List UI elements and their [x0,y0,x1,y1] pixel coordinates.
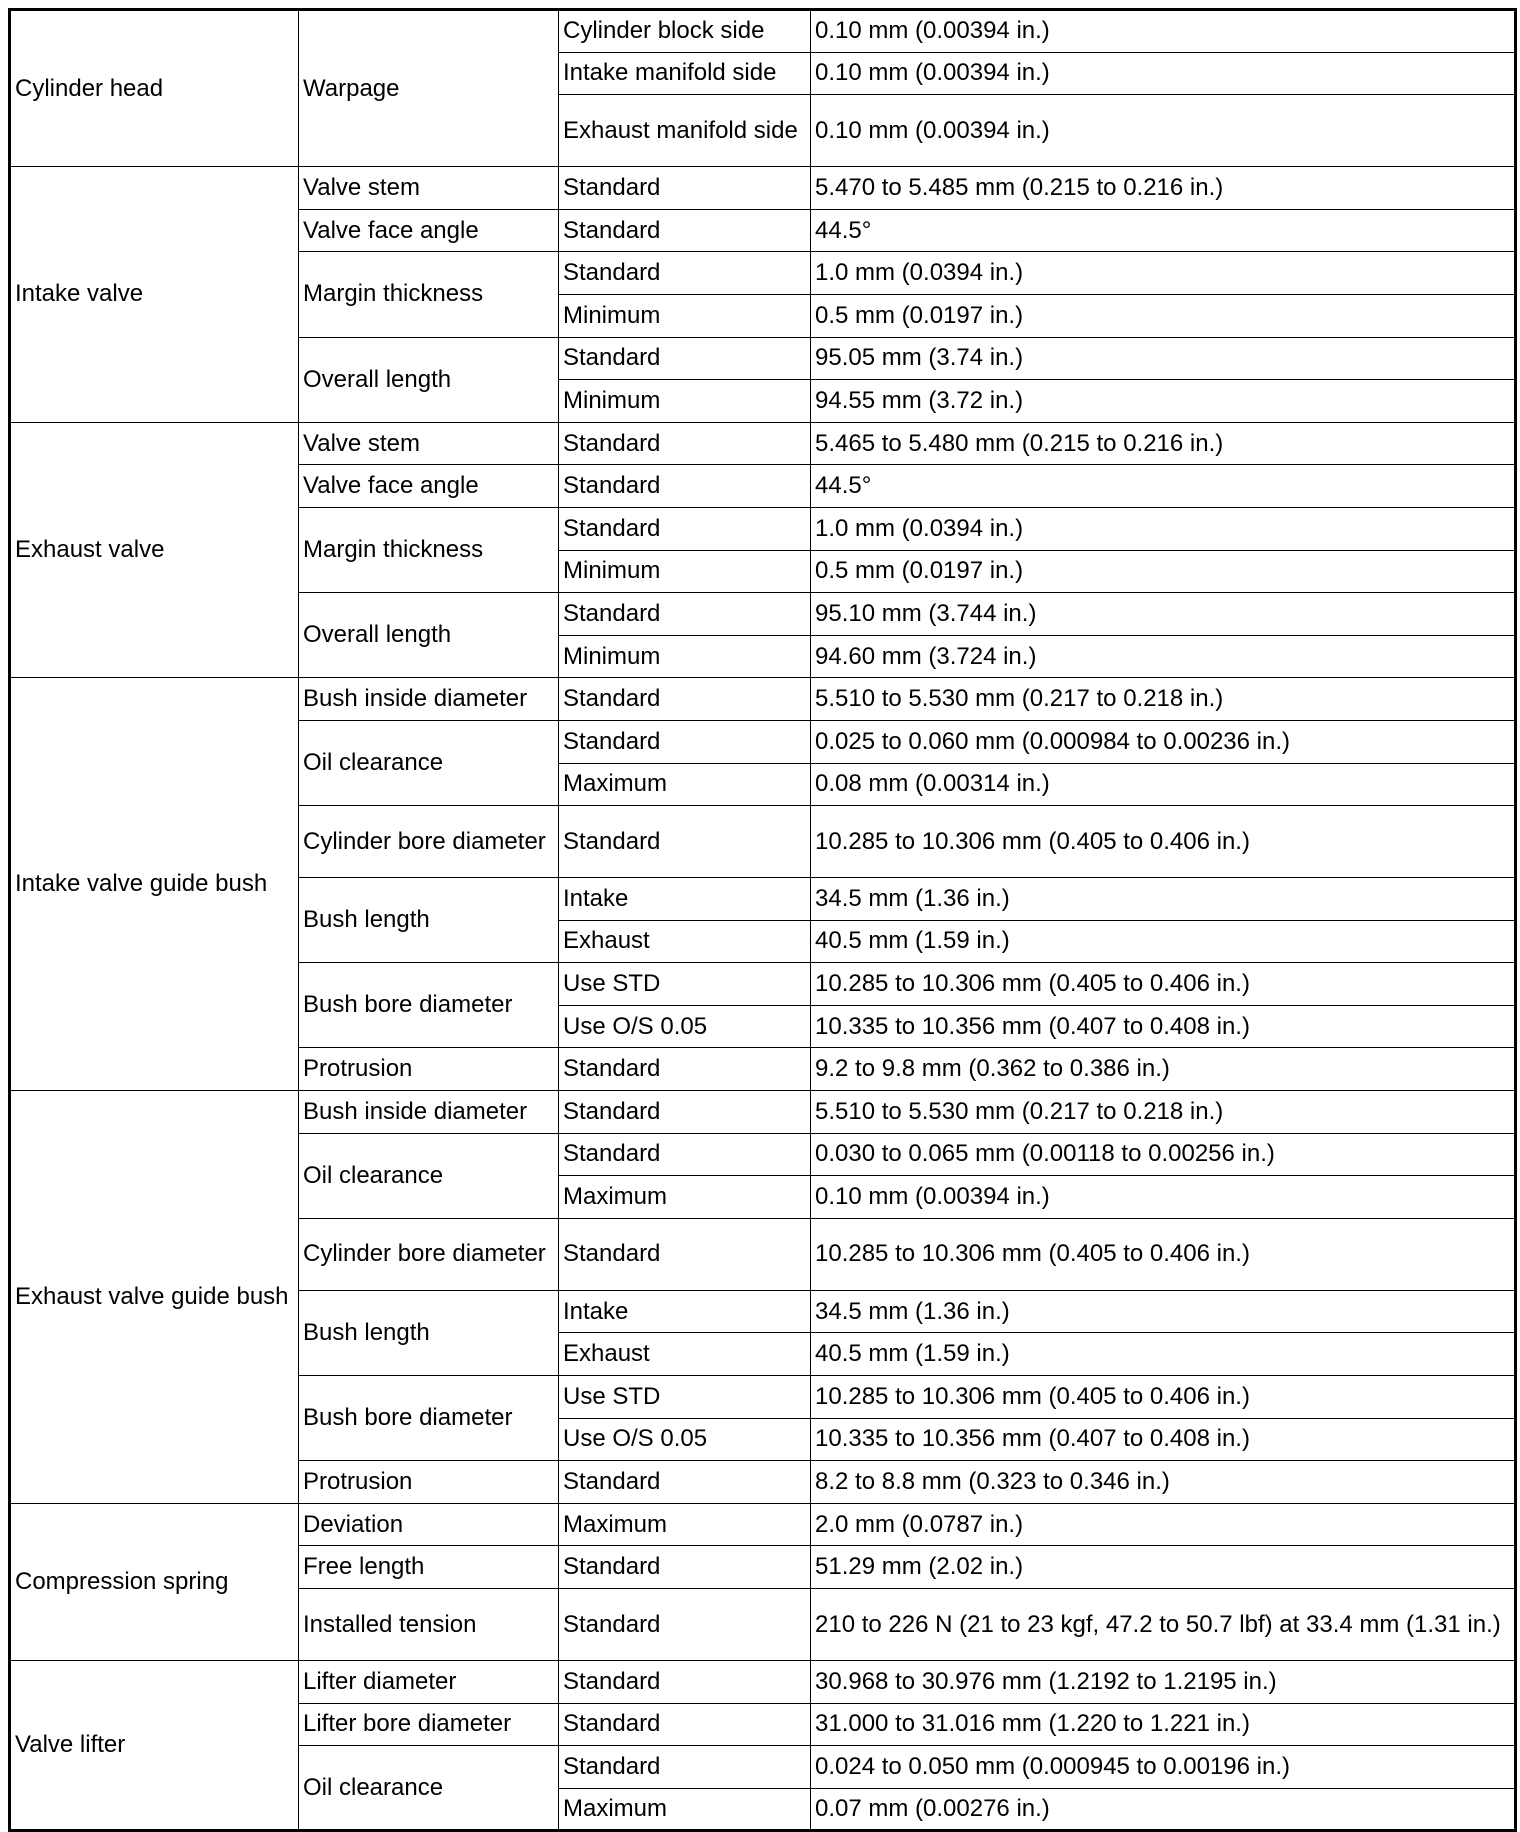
condition-cell: Standard [559,1091,811,1134]
condition-cell: Standard [559,422,811,465]
value-cell: 1.0 mm (0.0394 in.) [811,507,1516,550]
value-cell: 1.0 mm (0.0394 in.) [811,252,1516,295]
value-cell: 30.968 to 30.976 mm (1.2192 to 1.2195 in.) [811,1661,1516,1704]
value-cell: 0.024 to 0.050 mm (0.000945 to 0.00196 in.) [811,1746,1516,1789]
value-cell: 0.025 to 0.060 mm (0.000984 to 0.00236 in.) [811,720,1516,763]
condition-cell: Maximum [559,1503,811,1546]
condition-cell: Minimum [559,550,811,593]
value-cell: 210 to 226 N (21 to 23 kgf, 47.2 to 50.7 lbf) at 33.4 mm (1.31 in.) [811,1589,1516,1661]
sub-item-cell: Free length [299,1546,559,1589]
value-cell: 0.10 mm (0.00394 in.) [811,1176,1516,1219]
value-cell: 5.510 to 5.530 mm (0.217 to 0.218 in.) [811,678,1516,721]
value-cell: 0.10 mm (0.00394 in.) [811,10,1516,53]
value-cell: 0.5 mm (0.0197 in.) [811,294,1516,337]
condition-cell: Standard [559,507,811,550]
sub-item-cell: Oil clearance [299,720,559,805]
value-cell: 0.030 to 0.065 mm (0.00118 to 0.00256 in.) [811,1133,1516,1176]
condition-cell: Maximum [559,1788,811,1831]
item-cell: Cylinder head [10,10,299,167]
value-cell: 0.5 mm (0.0197 in.) [811,550,1516,593]
condition-cell: Minimum [559,635,811,678]
condition-cell: Standard [559,1133,811,1176]
value-cell: 0.08 mm (0.00314 in.) [811,763,1516,806]
condition-cell: Minimum [559,294,811,337]
value-cell: 94.55 mm (3.72 in.) [811,380,1516,423]
item-cell: Compression spring [10,1503,299,1660]
condition-cell: Standard [559,1218,811,1290]
value-cell: 10.285 to 10.306 mm (0.405 to 0.406 in.) [811,1376,1516,1419]
condition-cell: Standard [559,1461,811,1504]
condition-cell: Exhaust manifold side [559,95,811,167]
condition-cell: Intake manifold side [559,52,811,95]
value-cell: 0.10 mm (0.00394 in.) [811,95,1516,167]
condition-cell: Standard [559,209,811,252]
sub-item-cell: Protrusion [299,1048,559,1091]
value-cell: 10.285 to 10.306 mm (0.405 to 0.406 in.) [811,806,1516,878]
value-cell: 44.5° [811,465,1516,508]
sub-item-cell: Valve face angle [299,209,559,252]
condition-cell: Use STD [559,963,811,1006]
condition-cell: Standard [559,1589,811,1661]
condition-cell: Standard [559,1661,811,1704]
item-cell: Intake valve [10,167,299,423]
condition-cell: Standard [559,252,811,295]
condition-cell: Exhaust [559,920,811,963]
condition-cell: Standard [559,167,811,210]
value-cell: 10.335 to 10.356 mm (0.407 to 0.408 in.) [811,1005,1516,1048]
value-cell: 2.0 mm (0.0787 in.) [811,1503,1516,1546]
value-cell: 0.10 mm (0.00394 in.) [811,52,1516,95]
sub-item-cell: Margin thickness [299,252,559,337]
value-cell: 95.10 mm (3.744 in.) [811,593,1516,636]
value-cell: 9.2 to 9.8 mm (0.362 to 0.386 in.) [811,1048,1516,1091]
item-cell: Exhaust valve guide bush [10,1091,299,1504]
sub-item-cell: Margin thickness [299,507,559,592]
condition-cell: Standard [559,1546,811,1589]
value-cell: 10.335 to 10.356 mm (0.407 to 0.408 in.) [811,1418,1516,1461]
sub-item-cell: Cylinder bore diameter [299,806,559,878]
sub-item-cell: Bush bore diameter [299,1376,559,1461]
item-cell: Valve lifter [10,1661,299,1831]
value-cell: 8.2 to 8.8 mm (0.323 to 0.346 in.) [811,1461,1516,1504]
sub-item-cell: Valve stem [299,422,559,465]
sub-item-cell: Deviation [299,1503,559,1546]
sub-item-cell: Bush bore diameter [299,963,559,1048]
condition-cell: Standard [559,337,811,380]
sub-item-cell: Lifter diameter [299,1661,559,1704]
sub-item-cell: Bush length [299,1290,559,1375]
value-cell: 51.29 mm (2.02 in.) [811,1546,1516,1589]
value-cell: 40.5 mm (1.59 in.) [811,920,1516,963]
sub-item-cell: Bush inside diameter [299,678,559,721]
sub-item-cell: Protrusion [299,1461,559,1504]
condition-cell: Standard [559,1048,811,1091]
value-cell: 44.5° [811,209,1516,252]
value-cell: 5.510 to 5.530 mm (0.217 to 0.218 in.) [811,1091,1516,1134]
sub-item-cell: Bush inside diameter [299,1091,559,1134]
sub-item-cell: Overall length [299,593,559,678]
condition-cell: Cylinder block side [559,10,811,53]
value-cell: 31.000 to 31.016 mm (1.220 to 1.221 in.) [811,1703,1516,1746]
condition-cell: Maximum [559,1176,811,1219]
item-cell: Exhaust valve [10,422,299,678]
condition-cell: Use O/S 0.05 [559,1005,811,1048]
sub-item-cell: Overall length [299,337,559,422]
value-cell: 0.07 mm (0.00276 in.) [811,1788,1516,1831]
value-cell: 95.05 mm (3.74 in.) [811,337,1516,380]
condition-cell: Standard [559,806,811,878]
condition-cell: Use O/S 0.05 [559,1418,811,1461]
sub-item-cell: Warpage [299,10,559,167]
condition-cell: Minimum [559,380,811,423]
sub-item-cell: Bush length [299,878,559,963]
sub-item-cell: Installed tension [299,1589,559,1661]
condition-cell: Standard [559,720,811,763]
condition-cell: Standard [559,593,811,636]
item-cell: Intake valve guide bush [10,678,299,1091]
condition-cell: Standard [559,465,811,508]
sub-item-cell: Oil clearance [299,1133,559,1218]
condition-cell: Maximum [559,763,811,806]
value-cell: 10.285 to 10.306 mm (0.405 to 0.406 in.) [811,1218,1516,1290]
sub-item-cell: Cylinder bore diameter [299,1218,559,1290]
value-cell: 94.60 mm (3.724 in.) [811,635,1516,678]
condition-cell: Standard [559,1703,811,1746]
value-cell: 34.5 mm (1.36 in.) [811,1290,1516,1333]
sub-item-cell: Lifter bore diameter [299,1703,559,1746]
value-cell: 34.5 mm (1.36 in.) [811,878,1516,921]
condition-cell: Exhaust [559,1333,811,1376]
condition-cell: Intake [559,1290,811,1333]
condition-cell: Standard [559,678,811,721]
value-cell: 5.470 to 5.485 mm (0.215 to 0.216 in.) [811,167,1516,210]
value-cell: 40.5 mm (1.59 in.) [811,1333,1516,1376]
condition-cell: Use STD [559,1376,811,1419]
value-cell: 10.285 to 10.306 mm (0.405 to 0.406 in.) [811,963,1516,1006]
value-cell: 5.465 to 5.480 mm (0.215 to 0.216 in.) [811,422,1516,465]
sub-item-cell: Oil clearance [299,1746,559,1831]
condition-cell: Intake [559,878,811,921]
sub-item-cell: Valve face angle [299,465,559,508]
condition-cell: Standard [559,1746,811,1789]
sub-item-cell: Valve stem [299,167,559,210]
specification-table [8,8,1517,1832]
